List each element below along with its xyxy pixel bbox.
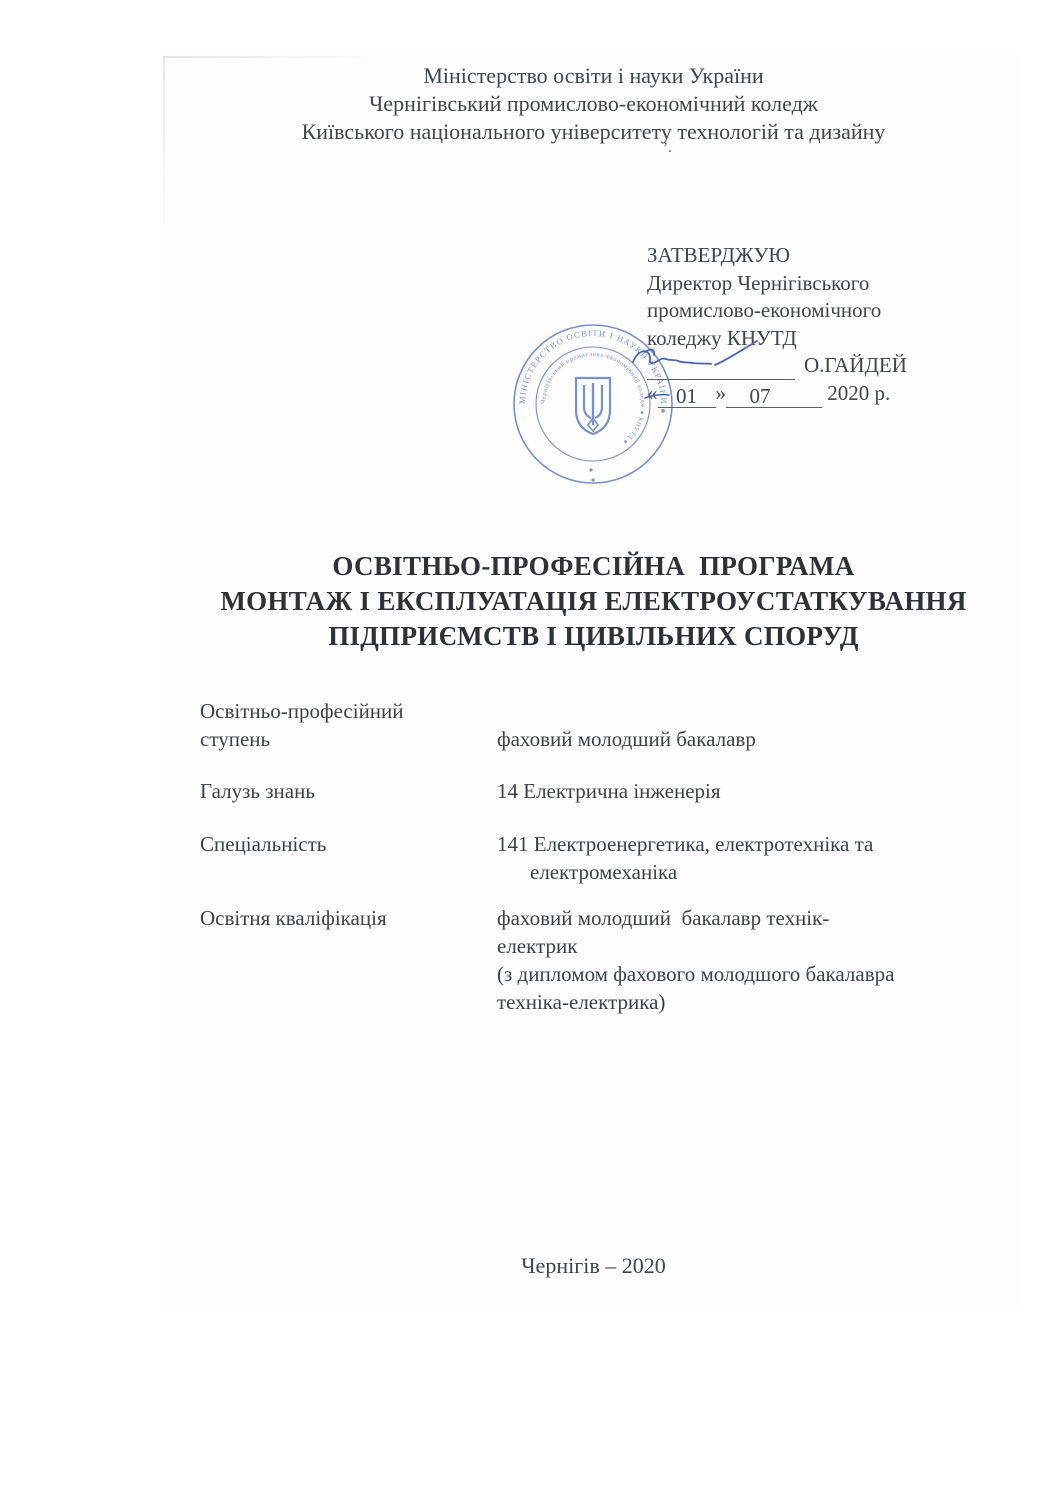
label-line: Освітньо-професійний bbox=[200, 699, 404, 723]
label-line: Галузь знань bbox=[200, 779, 315, 803]
value-line: техніка-електрика) bbox=[497, 990, 666, 1014]
detail-label bbox=[200, 777, 315, 805]
document-header bbox=[165, 62, 1022, 146]
date-line-tail bbox=[786, 383, 822, 408]
detail-label bbox=[200, 697, 404, 753]
seal-outer-ring-text: МІНІСТЕРСТВО ОСВІТИ І НАУКИ УКРАЇНИ ● bbox=[516, 327, 670, 416]
value-line: фаховий молодший бакалавр bbox=[497, 727, 756, 751]
date-year: 2020 р. bbox=[827, 381, 891, 405]
approval-block bbox=[647, 242, 907, 408]
header-college: Чернігівський промислово-економічний коледж bbox=[369, 91, 818, 116]
date-day-field: 01 bbox=[658, 383, 716, 408]
header-university: Київського національного університету технологій та дизайну bbox=[301, 119, 886, 144]
scan-ink-artifact: ’. bbox=[663, 140, 672, 156]
detail-value bbox=[497, 904, 894, 1016]
date-line-gap bbox=[726, 383, 734, 408]
title-line-3: ПІДПРИЄМСТВ І ЦИВІЛЬНИХ СПОРУД bbox=[328, 621, 859, 651]
handwritten-date-mark bbox=[641, 382, 681, 404]
detail-value bbox=[497, 725, 756, 753]
label-line: Спеціальність bbox=[200, 832, 327, 856]
seal-bottom-dots bbox=[589, 468, 594, 481]
detail-label bbox=[200, 904, 387, 932]
footer-city-year: Чернігів – 2020 bbox=[521, 1253, 666, 1278]
date-month-field: 07 bbox=[734, 383, 786, 408]
value-line: 141 Електроенергетика, електротехніка та bbox=[497, 832, 874, 856]
detail-value bbox=[497, 777, 721, 805]
date-close-quote: » bbox=[715, 381, 726, 405]
value-line: 14 Електрична інженерія bbox=[497, 779, 721, 803]
scan-edge-top bbox=[163, 56, 378, 58]
value-line: електромеханіка bbox=[530, 860, 678, 884]
handwritten-signature bbox=[625, 338, 815, 372]
title-line-2: МОНТАЖ І ЕКСПЛУАТАЦІЯ ЕЛЕКТРОУСТАТКУВАННЯ bbox=[220, 586, 967, 616]
seal-inner-ring-text: Чернігівський промислово-економічний коледж ● КНУТД ● bbox=[539, 350, 647, 446]
header-ministry: Міністерство освіти і науки України bbox=[423, 63, 764, 88]
trident-emblem-icon bbox=[576, 378, 610, 434]
value-line: фаховий молодший бакалавр технік-електрик bbox=[497, 906, 830, 958]
detail-value bbox=[497, 830, 873, 886]
signer-name: О.ГАЙДЕЙ bbox=[804, 353, 907, 377]
detail-label bbox=[200, 830, 326, 858]
label-line: Освітня кваліфікація bbox=[200, 906, 387, 930]
approval-director-line: Директор Чернігівського bbox=[647, 270, 870, 295]
value-line: (з дипломом фахового молодшого бакалавра bbox=[497, 962, 895, 986]
date-open-quote: « bbox=[647, 381, 658, 405]
program-title bbox=[165, 549, 1022, 654]
title-line-1: ОСВІТНЬО-ПРОФЕСІЙНА ПРОГРАМА bbox=[332, 551, 855, 581]
approval-heading: ЗАТВЕРДЖУЮ bbox=[647, 243, 790, 267]
approval-knutd-line: коледжу КНУТД bbox=[647, 325, 797, 350]
approval-date-row bbox=[647, 380, 907, 408]
signature-row bbox=[647, 352, 907, 380]
label-line: ступень bbox=[200, 727, 271, 751]
approval-college-line: промислово-економічного bbox=[647, 298, 882, 322]
